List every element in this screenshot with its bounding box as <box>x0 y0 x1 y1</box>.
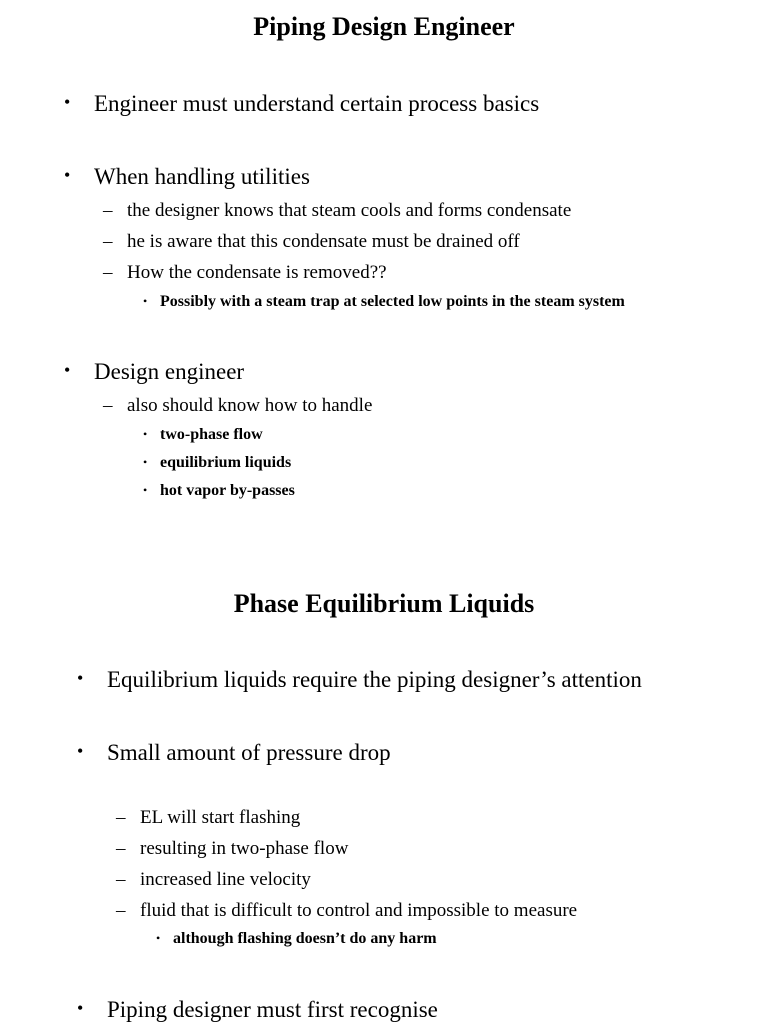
dash-text: EL will start flashing <box>140 807 301 828</box>
dash-text: he is aware that this condensate must be drained off <box>127 231 520 252</box>
sub-bullet-text: hot vapor by-passes <box>160 482 295 499</box>
sub-bullet-item <box>143 453 723 473</box>
sub-bullet-text: Possibly with a steam trap at selected low points in the steam system <box>160 293 625 310</box>
dash-text: resulting in two-phase flow <box>140 838 349 859</box>
bullet-item <box>64 358 764 386</box>
dash-item <box>103 394 723 418</box>
dash-marker: – <box>116 807 126 828</box>
bullet-item <box>64 90 764 118</box>
bullet-marker: • <box>64 92 71 112</box>
slide-title: Phase Equilibrium Liquids <box>233 589 535 618</box>
dash-marker: – <box>103 200 113 221</box>
sub-bullet-marker: • <box>143 427 148 441</box>
dash-marker: – <box>116 869 126 890</box>
sub-bullet-marker: • <box>143 455 148 469</box>
dash-item <box>116 837 736 861</box>
slide-phase-equilibrium-liquids <box>0 560 768 1024</box>
bullet-marker: • <box>77 668 84 688</box>
bullet-text: Design engineer <box>94 359 245 384</box>
bullet-text: Small amount of pressure drop <box>107 740 391 765</box>
bullet-item <box>64 163 764 191</box>
dash-text: also should know how to handle <box>127 395 373 416</box>
dash-item <box>103 261 723 285</box>
dash-item <box>103 199 723 223</box>
dash-marker: – <box>116 900 126 921</box>
dash-marker: – <box>116 838 126 859</box>
bullet-text: When handling utilities <box>94 164 310 189</box>
sub-bullet-item <box>156 929 736 949</box>
sub-bullet-item <box>143 425 723 445</box>
dash-item <box>116 868 736 892</box>
dash-marker: – <box>103 231 113 252</box>
sub-bullet-marker: • <box>156 931 161 945</box>
bullet-item <box>77 666 768 694</box>
dash-text: fluid that is difficult to control and impossible to measure <box>140 900 578 921</box>
bullet-item <box>77 739 768 767</box>
bullet-marker: • <box>77 741 84 761</box>
sub-bullet-text: two-phase flow <box>160 426 263 443</box>
bullet-item <box>77 996 768 1024</box>
bullet-text: Engineer must understand certain process basics <box>94 91 540 116</box>
bullet-text: Equilibrium liquids require the piping designer’s attention <box>107 667 642 692</box>
sub-bullet-item <box>143 481 723 501</box>
dash-text: the designer knows that steam cools and forms condensate <box>127 200 572 221</box>
dash-item <box>103 230 723 254</box>
bullet-text: Piping designer must first recognise <box>107 997 438 1022</box>
bullet-marker: • <box>64 165 71 185</box>
dash-marker: – <box>103 262 113 283</box>
dash-text: increased line velocity <box>140 869 311 890</box>
dash-marker: – <box>103 395 113 416</box>
sub-bullet-marker: • <box>143 483 148 497</box>
sub-bullet-item <box>143 292 723 312</box>
slide-title: Piping Design Engineer <box>253 12 515 41</box>
bullet-marker: • <box>64 360 71 380</box>
dash-text: How the condensate is removed?? <box>127 262 387 283</box>
dash-item <box>116 899 736 923</box>
sub-bullet-text: although flashing doesn’t do any harm <box>173 930 437 947</box>
bullet-marker: • <box>77 998 84 1018</box>
sub-bullet-marker: • <box>143 294 148 308</box>
sub-bullet-text: equilibrium liquids <box>160 454 292 471</box>
dash-item <box>116 806 736 830</box>
